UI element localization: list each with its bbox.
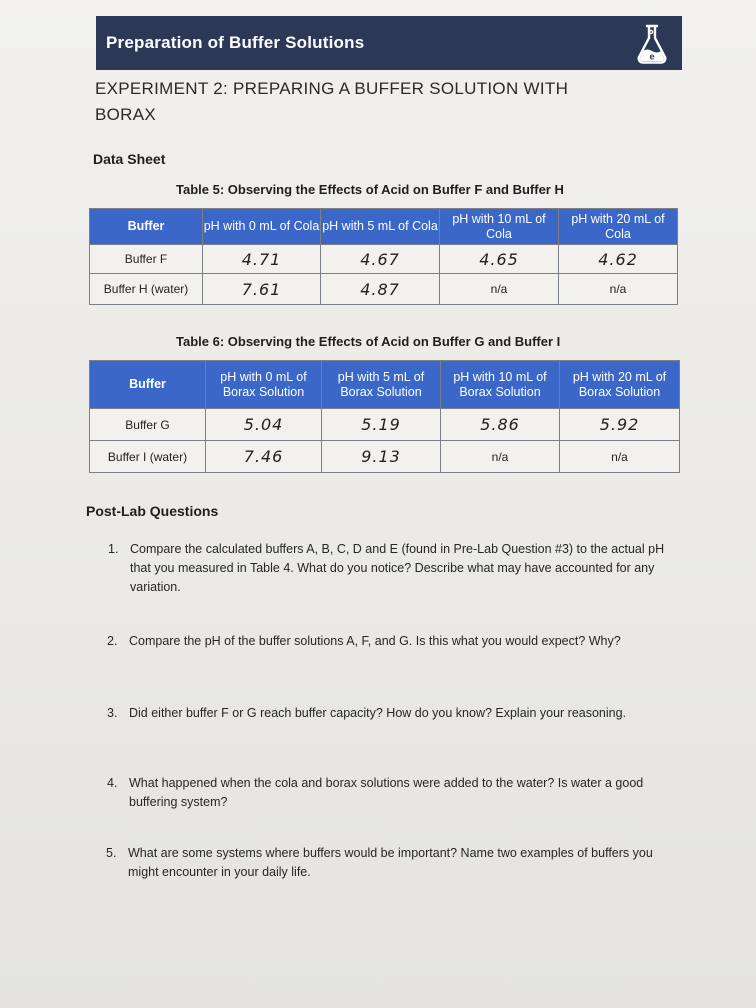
row-label: Buffer I (water) bbox=[90, 441, 206, 473]
table6-header-row bbox=[90, 361, 680, 409]
handwritten-value: 4.87 bbox=[321, 274, 440, 305]
question-number: 1. bbox=[108, 542, 119, 556]
question-4 bbox=[107, 774, 679, 812]
data-sheet-label: Data Sheet bbox=[93, 151, 166, 167]
question-number: 3. bbox=[107, 706, 118, 720]
handwritten-value: 7.61 bbox=[203, 274, 321, 305]
cell-value: n/a bbox=[559, 274, 678, 305]
cell-value: n/a bbox=[441, 441, 560, 473]
table5-header-buffer: Buffer bbox=[90, 209, 203, 245]
question-text: Did either buffer F or G reach buffer capacity? How do you know? Explain your reasoning. bbox=[129, 706, 627, 720]
experiment-title-line1: EXPERIMENT 2: PREPARING A BUFFER SOLUTION WITH bbox=[95, 79, 569, 98]
row-label: Buffer H (water) bbox=[90, 274, 203, 305]
handwritten-value: 4.65 bbox=[440, 245, 559, 274]
question-text: What are some systems where buffers would be important? Name two examples of buffers you might encounter in your daily life. bbox=[128, 846, 653, 879]
question-3 bbox=[107, 704, 639, 723]
flask-icon bbox=[630, 21, 674, 65]
svg-text:e: e bbox=[649, 51, 655, 62]
handwritten-value: 4.67 bbox=[321, 245, 440, 274]
experiment-title-line2: BORAX bbox=[95, 105, 157, 124]
handwritten-value: 9.13 bbox=[322, 441, 441, 473]
row-label: Buffer G bbox=[90, 409, 206, 441]
question-number: 4. bbox=[107, 776, 118, 790]
table5-caption: Table 5: Observing the Effects of Acid on Buffer F and Buffer H bbox=[176, 182, 564, 197]
table6-header-buffer: Buffer bbox=[90, 361, 206, 409]
handwritten-value: 5.19 bbox=[322, 409, 441, 441]
table6 bbox=[89, 360, 680, 473]
cell-value: n/a bbox=[440, 274, 559, 305]
question-text: Compare the calculated buffers A, B, C, D and E (found in Pre-Lab Question #3) to the actual pH that you measured in Table 4. What do you notice? Describe what may have accounted for any variation. bbox=[130, 542, 665, 594]
question-text: What happened when the cola and borax solutions were added to the water? Is water a good buffering system? bbox=[129, 776, 644, 809]
table5-header-col: pH with 5 mL of Cola bbox=[321, 209, 440, 245]
table6-header-col: pH with 20 mL of Borax Solution bbox=[560, 361, 680, 409]
handwritten-value: 7.46 bbox=[206, 441, 322, 473]
handwritten-value: 5.86 bbox=[441, 409, 560, 441]
table5-header-col: pH with 0 mL of Cola bbox=[203, 209, 321, 245]
handwritten-value: 5.04 bbox=[206, 409, 322, 441]
question-number: 2. bbox=[107, 634, 118, 648]
header-banner bbox=[96, 16, 682, 70]
row-label: Buffer F bbox=[90, 245, 203, 274]
experiment-title bbox=[95, 76, 675, 128]
table-row bbox=[90, 245, 678, 274]
handwritten-value: 4.71 bbox=[203, 245, 321, 274]
table-row bbox=[90, 441, 680, 473]
table-row bbox=[90, 409, 680, 441]
handwritten-value: 5.92 bbox=[560, 409, 680, 441]
table6-caption: Table 6: Observing the Effects of Acid on Buffer G and Buffer I bbox=[176, 334, 561, 349]
question-number: 5. bbox=[106, 846, 117, 860]
table5-header-col: pH with 10 mL of Cola bbox=[440, 209, 559, 245]
table6-header-col: pH with 0 mL of Borax Solution bbox=[206, 361, 322, 409]
table6-header-col: pH with 10 mL of Borax Solution bbox=[441, 361, 560, 409]
table6-header-col: pH with 5 mL of Borax Solution bbox=[322, 361, 441, 409]
question-text: Compare the pH of the buffer solutions A, F, and G. Is this what you would expect? Why? bbox=[129, 634, 621, 648]
post-lab-heading: Post-Lab Questions bbox=[86, 503, 219, 519]
handwritten-value: 4.62 bbox=[559, 245, 678, 274]
page-title: Preparation of Buffer Solutions bbox=[106, 33, 365, 52]
question-5 bbox=[106, 844, 658, 882]
table5-header-col: pH with 20 mL of Cola bbox=[559, 209, 678, 245]
cell-value: n/a bbox=[560, 441, 680, 473]
question-2 bbox=[107, 632, 664, 651]
table-row bbox=[90, 274, 678, 305]
question-1 bbox=[108, 540, 675, 597]
table5-header-row bbox=[90, 209, 678, 245]
table5 bbox=[89, 208, 678, 305]
